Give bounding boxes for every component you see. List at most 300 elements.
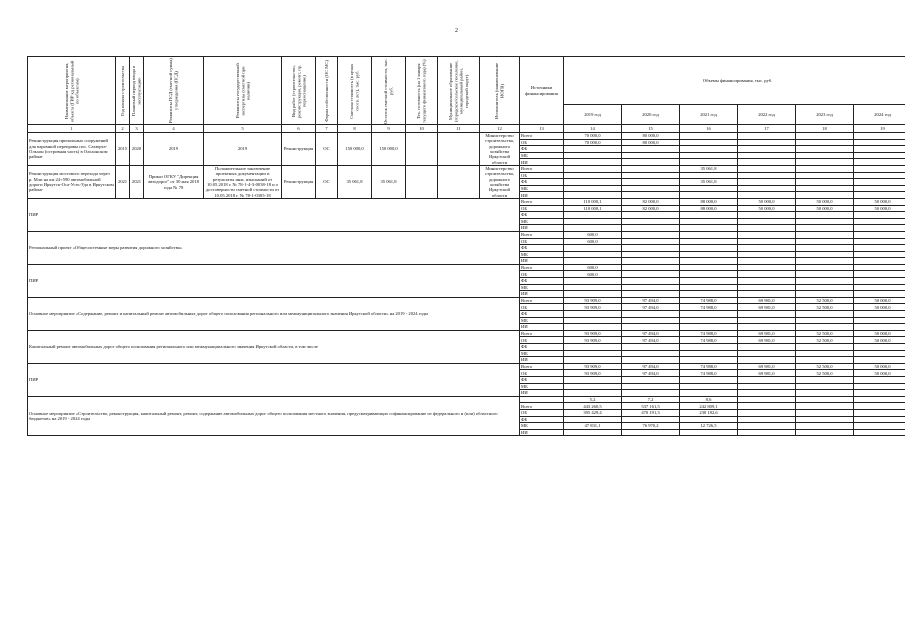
source-name: Всего [520, 363, 564, 370]
amount-cell [622, 179, 680, 186]
amount-cell: 97 494,0 [622, 363, 680, 370]
amount-cell: 8,6 [680, 396, 738, 403]
amount-cell [796, 429, 854, 436]
amount-cell [680, 284, 738, 291]
amount-cell: 600,0 [564, 264, 622, 271]
amount-cell [622, 317, 680, 324]
source-name: ОБ [520, 139, 564, 146]
year-header: 2024 год [854, 105, 905, 125]
amount-cell: 74 988,0 [680, 330, 738, 337]
amount-cell [738, 396, 796, 403]
amount-cell [854, 218, 905, 225]
column-number: 2 [116, 125, 130, 133]
column-number: 6 [282, 125, 316, 133]
amount-cell [564, 390, 622, 397]
cost-remainder: 35 061,8 [372, 165, 406, 198]
source-name: Всего [520, 330, 564, 337]
amount-cell [622, 251, 680, 258]
amount-cell [854, 146, 905, 153]
amount-cell [738, 133, 796, 140]
amount-cell [564, 179, 622, 186]
amount-cell: 50 000,0 [854, 297, 905, 304]
amount-cell: 93 909,0 [564, 330, 622, 337]
amount-cell [854, 403, 905, 410]
column-number: 5 [204, 125, 282, 133]
amount-cell [738, 225, 796, 232]
amount-cell: 50 000,0 [738, 198, 796, 205]
source-name: ФБ [520, 311, 564, 318]
amount-cell [796, 383, 854, 390]
amount-cell: 50 000,0 [854, 370, 905, 377]
amount-cell: 74 988,0 [680, 304, 738, 311]
amount-cell [796, 258, 854, 265]
amount-cell [622, 172, 680, 179]
amount-cell [796, 291, 854, 298]
source-name: ФБ [520, 278, 564, 285]
header-ownership: Форма собственности (ОС МС) [316, 57, 338, 125]
amount-cell: 97 494,0 [622, 330, 680, 337]
amount-cell [796, 179, 854, 186]
amount-cell: 82 000,0 [622, 198, 680, 205]
amount-cell [854, 179, 905, 186]
amount-cell [796, 390, 854, 397]
amount-cell [796, 212, 854, 219]
amount-cell [738, 423, 796, 430]
amount-cell [738, 264, 796, 271]
amount-cell [680, 238, 738, 245]
source-name: Всего [520, 297, 564, 304]
amount-cell [680, 383, 738, 390]
amount-cell [680, 317, 738, 324]
work-type: Реконструкция [282, 165, 316, 198]
amount-cell [680, 133, 738, 140]
year-header: 2019 год [564, 105, 622, 125]
amount-cell [796, 423, 854, 430]
financing-table [27, 56, 905, 436]
amount-cell [564, 429, 622, 436]
amount-cell [564, 324, 622, 331]
amount-cell [738, 159, 796, 166]
object-name: Реконструкция причальных сооружений для паромной переправы пос. Сахюрта-Ольхон (островная часть) в Ольхонском районе [28, 133, 116, 166]
amount-cell: 50 000,0 [854, 337, 905, 344]
amount-cell [680, 225, 738, 232]
header-executor: Исполнитель (наименование ИОГВ) [480, 57, 520, 125]
amount-cell [738, 390, 796, 397]
amount-cell [854, 383, 905, 390]
executor: Министерство строительства, дорожного хозяйства Иркутской области [480, 165, 520, 198]
amount-cell: 5,2 [564, 396, 622, 403]
psd-details: 2019 [144, 133, 204, 166]
amount-cell: 50 000,0 [854, 363, 905, 370]
table-row [28, 330, 905, 337]
amount-cell [854, 152, 905, 159]
amount-cell [796, 311, 854, 318]
amount-cell [680, 416, 738, 423]
column-number: 19 [854, 125, 905, 133]
source-name: ИИ [520, 192, 564, 199]
amount-cell [796, 376, 854, 383]
amount-cell: 50 000,0 [854, 330, 905, 337]
amount-cell [738, 311, 796, 318]
amount-cell: 88 000,0 [680, 198, 738, 205]
amount-cell [680, 258, 738, 265]
amount-cell [564, 185, 622, 192]
amount-cell: 600,0 [564, 231, 622, 238]
amount-cell [738, 403, 796, 410]
amount-cell [738, 344, 796, 351]
amount-cell [680, 218, 738, 225]
amount-cell: 93 909,0 [564, 363, 622, 370]
source-name: МБ [520, 185, 564, 192]
amount-cell [564, 416, 622, 423]
amount-cell: 80 000,0 [622, 139, 680, 146]
amount-cell [796, 245, 854, 252]
source-name [520, 396, 564, 403]
amount-cell [622, 185, 680, 192]
source-name: Всего [520, 198, 564, 205]
amount-cell [738, 416, 796, 423]
amount-cell [680, 291, 738, 298]
header-municipality: Муниципальное образование (городское/сельское поселение, муниципальный район, городской округ) [438, 57, 480, 125]
amount-cell [622, 376, 680, 383]
work-type: Реконструкция [282, 133, 316, 166]
amount-cell [680, 344, 738, 351]
amount-cell: 110 000,1 [564, 198, 622, 205]
column-number: 1 [28, 125, 116, 133]
header-expertise: Реквизиты государственной экспертизы (сметной при наличии) [204, 57, 282, 125]
source-name: ФБ [520, 416, 564, 423]
amount-cell: 93 909,0 [564, 370, 622, 377]
amount-cell [854, 357, 905, 364]
amount-cell [680, 357, 738, 364]
header-readiness: Тех. готовность (на 1 января текущего финансового года) (%) [406, 57, 438, 125]
amount-cell: 537 161,5 [622, 403, 680, 410]
amount-cell [796, 403, 854, 410]
start-year: 2015 [116, 133, 130, 166]
amount-cell [796, 264, 854, 271]
source-name: МБ [520, 350, 564, 357]
amount-cell [796, 165, 854, 172]
table-row [28, 165, 905, 172]
column-number: 12 [480, 125, 520, 133]
amount-cell [854, 284, 905, 291]
executor: Министерство строительства, дорожного хозяйства Иркутской области [480, 133, 520, 166]
source-name: ИИ [520, 324, 564, 331]
amount-cell [854, 423, 905, 430]
amount-cell [622, 225, 680, 232]
amount-cell: 97 494,0 [622, 337, 680, 344]
amount-cell [738, 376, 796, 383]
amount-cell [854, 264, 905, 271]
amount-cell [854, 416, 905, 423]
amount-cell [796, 159, 854, 166]
amount-cell [680, 212, 738, 219]
amount-cell: 80 000,0 [622, 133, 680, 140]
header-remainder: Остаток сметной стоимости, тыс. руб. [372, 57, 406, 125]
amount-cell [680, 251, 738, 258]
source-name: МБ [520, 284, 564, 291]
amount-cell [738, 409, 796, 416]
header-start-year: Год начала строительства [116, 57, 130, 125]
amount-cell [738, 192, 796, 199]
column-number: 9 [372, 125, 406, 133]
amount-cell [854, 139, 905, 146]
source-name: ОБ [520, 337, 564, 344]
amount-cell [854, 324, 905, 331]
table-row [28, 297, 905, 304]
amount-cell [854, 172, 905, 179]
table-row [28, 231, 905, 238]
amount-cell: 52 500,0 [796, 337, 854, 344]
municipality [438, 133, 480, 166]
column-number: 18 [796, 125, 854, 133]
amount-cell [738, 278, 796, 285]
amount-cell [622, 159, 680, 166]
amount-cell [622, 245, 680, 252]
header-sources: Источники финансирования [520, 57, 564, 125]
amount-cell [622, 165, 680, 172]
amount-cell [738, 218, 796, 225]
group-name: Региональный проект «Общесистемные меры развития дорожного хозяйства» [28, 231, 520, 264]
column-number: 3 [130, 125, 144, 133]
amount-cell [854, 133, 905, 140]
amount-cell: 47 831,1 [564, 423, 622, 430]
amount-cell [796, 278, 854, 285]
amount-cell [796, 146, 854, 153]
amount-cell [564, 218, 622, 225]
year-header: 2020 год [622, 105, 680, 125]
table-row [28, 363, 905, 370]
source-name: МБ [520, 251, 564, 258]
amount-cell: 74 988,0 [680, 370, 738, 377]
header-name: Наименование мероприятия, объекта (ГИР кд региональный по объектам) [28, 57, 116, 125]
amount-cell [564, 212, 622, 219]
amount-cell: 35 061,8 [680, 179, 738, 186]
amount-cell [680, 390, 738, 397]
amount-cell: 7,2 [622, 396, 680, 403]
column-number: 14 [564, 125, 622, 133]
amount-cell [738, 165, 796, 172]
amount-cell [564, 192, 622, 199]
source-name: ИИ [520, 159, 564, 166]
amount-cell [622, 146, 680, 153]
amount-cell [680, 231, 738, 238]
source-name: ИИ [520, 225, 564, 232]
amount-cell [564, 284, 622, 291]
column-number: 10 [406, 125, 438, 133]
amount-cell [854, 390, 905, 397]
amount-cell [564, 225, 622, 232]
amount-cell [680, 139, 738, 146]
amount-cell [622, 152, 680, 159]
amount-cell: 52 500,0 [796, 363, 854, 370]
source-name: ИИ [520, 291, 564, 298]
expertise-details: 2019 [204, 133, 282, 166]
header-cost: Сметная стоимость (в ценах соотв. лет), тыс. руб. [338, 57, 372, 125]
year-header: 2021 год [680, 105, 738, 125]
amount-cell: 600,0 [564, 238, 622, 245]
amount-cell [796, 396, 854, 403]
amount-cell [622, 231, 680, 238]
amount-cell [796, 225, 854, 232]
amount-cell [622, 390, 680, 397]
amount-cell: 52 500,0 [796, 370, 854, 377]
amount-cell [854, 251, 905, 258]
amount-cell [622, 192, 680, 199]
amount-cell [680, 146, 738, 153]
source-name: ФБ [520, 179, 564, 186]
amount-cell [622, 429, 680, 436]
amount-cell: 52 500,0 [796, 304, 854, 311]
amount-cell [854, 317, 905, 324]
amount-cell [622, 271, 680, 278]
amount-cell [622, 416, 680, 423]
amount-cell [680, 429, 738, 436]
amount-cell: 395 429,4 [564, 409, 622, 416]
source-name: МБ [520, 218, 564, 225]
source-name: МБ [520, 423, 564, 430]
source-name: Всего [520, 133, 564, 140]
amount-cell: 74 988,0 [680, 337, 738, 344]
amount-cell [738, 317, 796, 324]
amount-cell [738, 231, 796, 238]
amount-cell [796, 251, 854, 258]
amount-cell [680, 376, 738, 383]
header-volume: Объемы финансирования, тыс. руб. [564, 57, 905, 105]
amount-cell [738, 185, 796, 192]
amount-cell: 52 500,0 [796, 330, 854, 337]
amount-cell [680, 350, 738, 357]
amount-cell: 97 494,0 [622, 304, 680, 311]
amount-cell [738, 271, 796, 278]
source-name: МБ [520, 317, 564, 324]
amount-cell [796, 350, 854, 357]
amount-cell [738, 245, 796, 252]
column-number: 8 [338, 125, 372, 133]
amount-cell [854, 291, 905, 298]
source-name: ИИ [520, 429, 564, 436]
amount-cell: 93 909,0 [564, 304, 622, 311]
amount-cell [680, 192, 738, 199]
amount-cell: 93 909,0 [564, 337, 622, 344]
amount-cell: 88 000,0 [680, 205, 738, 212]
amount-cell [796, 231, 854, 238]
group-name: Капитальный ремонт автомобильных дорог общего пользования регионального или межмуниципального значения Иркутской области, в том числе [28, 330, 520, 363]
amount-cell: 82 000,0 [622, 205, 680, 212]
amount-cell [854, 231, 905, 238]
source-name: МБ [520, 152, 564, 159]
amount-cell [680, 278, 738, 285]
amount-cell [738, 152, 796, 159]
amount-cell [738, 284, 796, 291]
commission-year: 2021 [130, 165, 144, 198]
amount-cell [564, 376, 622, 383]
amount-cell [738, 146, 796, 153]
amount-cell [680, 311, 738, 318]
amount-cell [854, 376, 905, 383]
column-number: 17 [738, 125, 796, 133]
amount-cell [622, 350, 680, 357]
source-name: ОБ [520, 409, 564, 416]
amount-cell [796, 317, 854, 324]
amount-cell [680, 245, 738, 252]
amount-cell [564, 383, 622, 390]
amount-cell [738, 324, 796, 331]
amount-cell [622, 212, 680, 219]
source-name: ФБ [520, 245, 564, 252]
group-name: Основное мероприятие «Строительство, реконструкция, капитальный ремонт, ремонт, содержание автомобильных дорог общего пользования местного значения, предусматривающих софинансирование из федерального и (или) областного бюджетов» на 2019 - 2024 годы [28, 396, 520, 436]
amount-cell [622, 324, 680, 331]
amount-cell [854, 271, 905, 278]
amount-cell [680, 264, 738, 271]
amount-cell: 50 000,0 [854, 198, 905, 205]
amount-cell [854, 238, 905, 245]
amount-cell [564, 159, 622, 166]
column-number: 7 [316, 125, 338, 133]
amount-cell [796, 238, 854, 245]
estimated-cost: 150 000,0 [338, 133, 372, 166]
amount-cell [564, 146, 622, 153]
table-row [28, 198, 905, 205]
amount-cell: 470 191,3 [622, 409, 680, 416]
amount-cell [854, 192, 905, 199]
amount-cell [680, 324, 738, 331]
source-name: ОБ [520, 238, 564, 245]
source-name: ИИ [520, 357, 564, 364]
amount-cell [738, 357, 796, 364]
amount-cell [854, 396, 905, 403]
group-name: Основное мероприятие «Содержание, ремонт и капитальный ремонт автомобильных дорог общего пользования регионального или межмуниципального значения Иркутской области» на 2019 - 2024 годы [28, 297, 520, 330]
amount-cell [796, 152, 854, 159]
header-commission: Плановый период ввода в эксплуатацию [130, 57, 144, 125]
amount-cell: 70 000,0 [564, 133, 622, 140]
amount-cell [796, 416, 854, 423]
amount-cell: 600,0 [564, 271, 622, 278]
amount-cell: 76 970,2 [622, 423, 680, 430]
amount-cell: 69 981,0 [738, 297, 796, 304]
table-row [28, 396, 905, 403]
source-name: Всего [520, 264, 564, 271]
amount-cell [854, 185, 905, 192]
amount-cell [680, 159, 738, 166]
amount-cell: 110 000,1 [564, 205, 622, 212]
amount-cell: 69 981,0 [738, 370, 796, 377]
amount-cell [854, 344, 905, 351]
ownership: ОС [316, 165, 338, 198]
group-name: ПИР [28, 363, 520, 396]
source-name: Всего [520, 231, 564, 238]
amount-cell [564, 165, 622, 172]
amount-cell [564, 278, 622, 285]
amount-cell [622, 291, 680, 298]
amount-cell [854, 212, 905, 219]
amount-cell: 74 988,0 [680, 297, 738, 304]
amount-cell: 74 988,0 [680, 363, 738, 370]
amount-cell [854, 159, 905, 166]
amount-cell [622, 344, 680, 351]
amount-cell [564, 350, 622, 357]
column-number: 16 [680, 125, 738, 133]
year-header: 2022 год [738, 105, 796, 125]
amount-cell: 50 000,0 [854, 304, 905, 311]
readiness [406, 133, 438, 166]
start-year: 2021 [116, 165, 130, 198]
source-name: Всего [520, 403, 564, 410]
amount-cell [564, 152, 622, 159]
ownership: ОС [316, 133, 338, 166]
amount-cell [796, 344, 854, 351]
amount-cell: 50 000,0 [738, 205, 796, 212]
